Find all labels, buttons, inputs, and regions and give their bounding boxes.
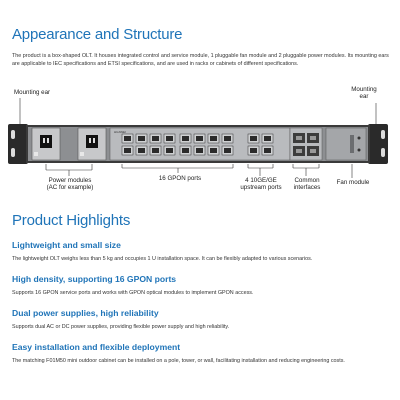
highlight-2-heading: High density, supporting 16 GPON ports — [12, 274, 177, 284]
label-mounting-ear-right-line1: Mounting — [351, 86, 377, 93]
power-module-1 — [32, 128, 60, 160]
label-uplink-line1: 4 10GE/GE — [245, 177, 277, 184]
brand-text: HUAWEI — [114, 130, 126, 134]
label-power-modules — [44, 177, 96, 191]
section-highlights-title: Product Highlights — [12, 212, 131, 229]
power-module-2 — [78, 128, 106, 160]
olt-device-diagram — [0, 78, 400, 198]
highlight-4-heading: Easy installation and flexible deployment — [12, 342, 181, 352]
highlight-1-text: The lightweight OLT weighs less than 5 kg and occupies 1 U installation space. It can be flexibly adapted to various scenarios. — [12, 256, 313, 262]
label-mounting-ear-left: Mounting ear — [14, 89, 51, 96]
highlight-3-heading: Dual power supplies, high reliability — [12, 308, 159, 318]
section-appearance-intro: The product is a box-shaped OLT. It houses integrated control and service module, 1 pluggable fan module and 2 pluggable power modules. Its mounting ears are applicable to IEC specifications and ETSI specifications, and are used in racks or cabinets of different specifications. — [12, 53, 389, 67]
fan-module — [326, 128, 366, 160]
highlight-3-text: Supports dual AC or DC power supplies, providing flexible power supply and high reliability. — [12, 324, 230, 330]
label-fan-module: Fan module — [336, 179, 370, 186]
label-power-line2: (AC for example) — [46, 184, 94, 192]
highlight-4-text: The matching F01M50 mini outdoor cabinet can be installed on a pole, tower, or wall, facilitating installation and reducing engineering costs. — [12, 358, 345, 364]
label-uplink-ports — [236, 177, 286, 191]
label-common-line2: interfaces — [293, 184, 321, 192]
label-mounting-ear-right-line2: ear — [359, 93, 369, 101]
mounting-ear-left — [8, 124, 28, 164]
highlight-1-heading: Lightweight and small size — [12, 240, 121, 250]
highlight-2-text: Supports 16 GPON service ports and works with GPON optical modules to implement GPON access. — [12, 290, 254, 296]
label-power-line1: Power modules — [48, 177, 92, 184]
mounting-ear-right — [368, 124, 388, 164]
label-uplink-line2: upstream ports — [240, 184, 282, 192]
label-common-interfaces — [286, 177, 328, 191]
common-interfaces — [290, 128, 322, 160]
label-common-line1: Common — [294, 177, 320, 184]
label-gpon-ports: 16 GPON ports — [158, 175, 202, 182]
section-appearance-title: Appearance and Structure — [12, 26, 183, 43]
